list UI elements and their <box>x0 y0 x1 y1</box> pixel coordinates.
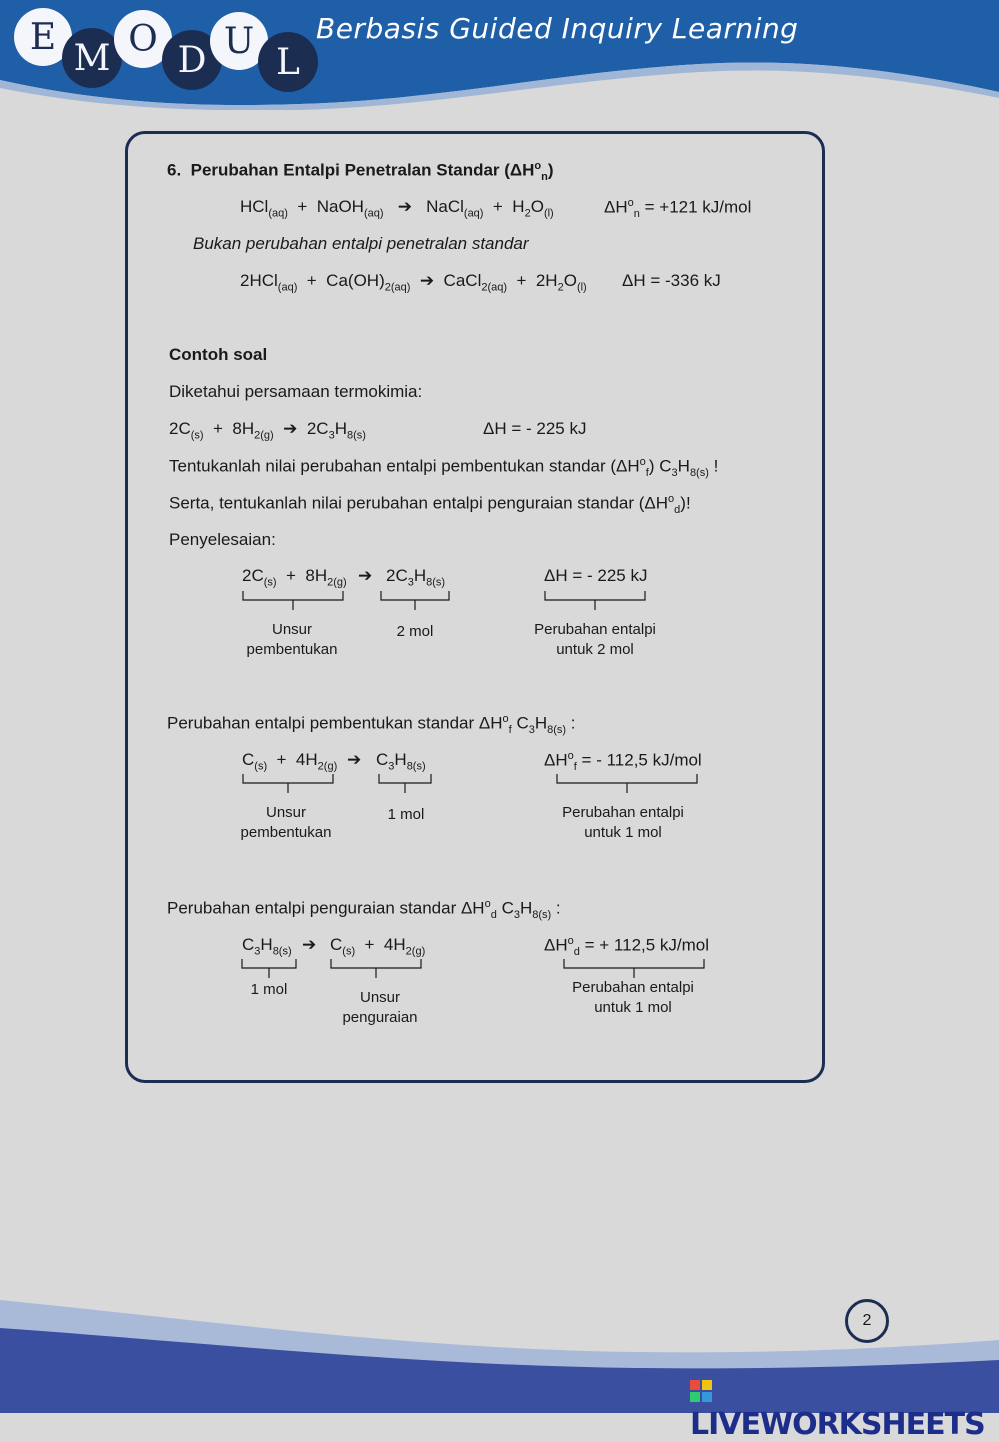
logo-letter-l: L <box>258 32 318 92</box>
example-question-1: Tentukanlah nilai perubahan entalpi pembentukan standar $(\Delta H^o_f)$ $C_3H_{8(s)}$ ! <box>169 456 719 480</box>
section-title: 6. Perubahan Entalpi Penetralan Standar $(\Delta H^o_n)$ <box>167 160 554 184</box>
diagram3-delta-h: $\Delta H^o_d$ = + 112,5 kJ/mol <box>544 935 710 959</box>
example-equation: $2C_{(s)} + 8H_{2(g)}$ ➔ $2C_3H_{8(s)}$ <box>169 419 366 442</box>
diagram1-delta-h: ΔH = - 225 kJ <box>544 566 648 585</box>
diagram1-equation-left: $2C_{(s)} + 8H_{2(g)}$ <box>242 566 347 589</box>
diagram3-brace-mid <box>330 958 422 980</box>
equation-neutralization-standard: HCl$_{(aq)}$ + NaOH$_{(aq)}$ ➔ NaCl$_{(aq)}$ + $H_2O_{(l)}$ <box>240 197 554 220</box>
diagram2-brace-left <box>242 773 334 795</box>
logo-letter-d: D <box>162 30 222 90</box>
diagram2-brace-right <box>556 773 698 795</box>
diagram2-brace-mid <box>378 773 432 795</box>
diagram3-brace-right <box>563 958 705 980</box>
diagram3-equation-left: $C_3H_{8(s)}$ <box>242 935 292 958</box>
diagram2-caption-mid: 1 mol <box>387 806 425 823</box>
diagram1-brace-right <box>544 590 646 612</box>
header-subtitle: Berbasis Guided Inquiry Learning <box>316 12 799 45</box>
diagram1-brace-left <box>242 590 344 612</box>
diagram3-heading: Perubahan entalpi penguraian standar $\Delta H^o_d$ $C_3H_{8(s)}$ : <box>167 898 561 922</box>
diagram3-caption-right: Perubahan entalpi untuk 1 mol <box>572 979 694 1016</box>
example-delta-h: ΔH = - 225 kJ <box>483 419 587 438</box>
page-number: 2 <box>845 1299 889 1343</box>
liveworksheets-logo-icon <box>690 1380 712 1402</box>
logo-letter-o: O <box>114 10 172 68</box>
diagram1-caption-mid: 2 mol <box>396 623 434 640</box>
liveworksheets-brand[interactable] <box>690 1372 999 1442</box>
diagram3-brace-left <box>241 958 297 980</box>
logo-letter-m: M <box>62 28 122 88</box>
liveworksheets-text: LIVEWORKSHEETS <box>690 1407 985 1442</box>
diagram1-caption-right: Perubahan entalpi untuk 2 mol <box>534 621 656 658</box>
diagram3-arrow: ➔ <box>302 935 317 954</box>
equation-non-standard: $2HCl_{(aq)} + Ca(OH)_{2(aq)}$ ➔ CaCl$_{2(aq)}$ + $2H_2O_{(l)}$ <box>240 271 587 294</box>
logo-letter-e: E <box>14 8 72 66</box>
diagram2-delta-h: $\Delta H^o_f$ = - 112,5 kJ/mol <box>544 750 702 774</box>
diagram3-equation-right: $C_{(s)} + 4H_{2(g)}$ <box>330 935 426 958</box>
solution-label: Penyelesaian: <box>169 530 276 549</box>
diagram1-arrow: ➔ <box>358 566 373 585</box>
delta-h-neutralization: $\Delta H^o_n = +121$ kJ/mol <box>604 197 752 221</box>
diagram2-equation-left: $C_{(s)} + 4H_{2(g)}$ <box>242 750 338 773</box>
logo-letter-u: U <box>210 12 268 70</box>
diagram2-caption-left: Unsur pembentukan <box>240 804 332 841</box>
diagram2-heading: Perubahan entalpi pembentukan standar $\Delta H^o_f$ $C_3H_{8(s)}$ : <box>167 713 576 737</box>
diagram1-brace-mid <box>380 590 450 612</box>
diagram1-caption-left: Unsur pembentukan <box>246 621 338 658</box>
non-standard-label: Bukan perubahan entalpi penetralan standar <box>193 234 529 253</box>
example-heading: Contoh soal <box>169 345 268 364</box>
diagram2-arrow: ➔ <box>347 750 362 769</box>
diagram2-equation-right: $C_3H_{8(s)}$ <box>376 750 426 773</box>
example-question-2: Serta, tentukanlah nilai perubahan entalpi penguraian standar $(\Delta H^o_d)$! <box>169 493 691 517</box>
diagram3-caption-mid: Unsur penguraian <box>342 989 418 1026</box>
diagram1-equation-right: $2C_3H_{8(s)}$ <box>386 566 446 589</box>
example-given: Diketahui persamaan termokimia: <box>169 382 423 401</box>
diagram3-caption-left: 1 mol <box>250 981 288 998</box>
diagram2-caption-right: Perubahan entalpi untuk 1 mol <box>562 804 684 841</box>
delta-h-non-standard: ΔH = -336 kJ <box>622 271 721 290</box>
